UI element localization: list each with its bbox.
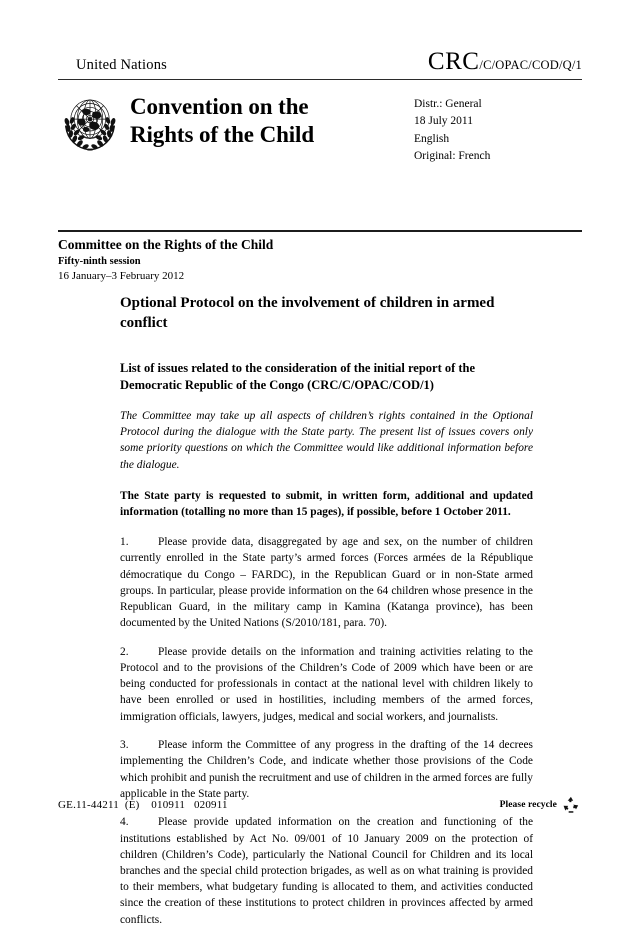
document-symbol-main: CRC — [427, 48, 480, 75]
committee-block — [58, 236, 582, 285]
publication-title-line2: Rights of the Child — [130, 122, 315, 148]
committee-rule — [58, 230, 582, 232]
distribution-date: 18 July 2011 — [414, 115, 473, 128]
document-subtitle: List of issues related to the consideration of the initial report of the Democratic Republic of the Congo (CRC/C/OPAC/COD/1) — [120, 360, 476, 392]
item-text: Please inform the Committee of any progress in the drafting of the 14 decrees implementing the Children’s Code, and indicate whether those provisions of the Code which prohibit and punish the recruitment and use of children in the armed forces are fully applicable in the State party. — [120, 739, 533, 800]
recycle-notice — [500, 795, 582, 815]
item-number: 1. — [120, 536, 129, 549]
document-symbol — [428, 48, 582, 76]
organization-name: United Nations — [76, 57, 167, 73]
masthead — [58, 48, 582, 165]
list-item — [120, 534, 533, 631]
list-item — [120, 644, 533, 725]
item-text: Please provide data, disaggregated by age and sex, on the number of children currently enrolled in the State party’s armed forces (Forces armées de la République démocratique du Congo – FARDC), in the Republican Guard or in non-State armed groups. In particular, please provide information on the 64 children whose presence in the Republican Guard, in the military camp in Kamina (Katanga province), has been documented by the United Nations (S/2010/181, para. 70). — [120, 536, 533, 630]
page-footer — [58, 795, 582, 815]
item-number: 2. — [120, 645, 129, 658]
item-text: Please provide updated information on the creation and functioning of the institutions established by Act No. 09/001 of 10 January 2009 on the protection of children (Children’s Code), particularly the National Council for Children and its local branches and the special child protection brigades, as well as on what training is provided to their members, what budgetary funding is allocated to them, and activities conducted since the creation of these institutions to protect children in provinces affected by armed conflicts. — [120, 816, 533, 926]
intro-italic-paragraph: The Committee may take up all aspects of children’s rights contained in the Optional Protocol during the dialogue with the State party. The present list of issues covers only some priority questions on which the Committee would like additional information before the dialogue. — [120, 410, 533, 471]
recycle-label: Please recycle — [499, 800, 557, 810]
committee-name: Committee on the Rights of the Child — [58, 237, 274, 252]
document-symbol-suffix: /C/OPAC/COD/Q/1 — [479, 58, 582, 72]
intro-bold-paragraph: The State party is requested to submit, in written form, additional and updated information (totalling no more than 15 pages), if possible, before 1 October 2011. — [120, 489, 533, 518]
item-text: Please provide details on the information and training activities relating to the Protocol and to the provisions of the Children’s Code of 2009 which have been or are being conducted for professionals in contact at the national level with children likely to have been enrolled or used in hostilities, including members of the armed forces, immigration officials, lawyers, judges, medical and social workers, and journalists. — [120, 645, 533, 723]
masthead-body-row — [58, 80, 582, 165]
item-number: 4. — [120, 816, 129, 829]
recycle-icon — [560, 795, 582, 815]
un-emblem-icon — [58, 91, 122, 155]
masthead-top-row — [58, 48, 582, 79]
committee-dates: 16 January–3 February 2012 — [58, 270, 185, 283]
distribution-block — [414, 89, 582, 165]
publication-title-line1: Convention on the — [130, 94, 309, 119]
distribution-type: Distr.: General — [414, 98, 482, 110]
list-item — [120, 814, 533, 927]
distribution-original: Original: French — [414, 149, 491, 162]
document-title: Optional Protocol on the involvement of children in armed conflict — [120, 295, 495, 332]
publication-title — [130, 89, 414, 150]
document-content — [120, 293, 533, 940]
footer-job-code: GE.11-44211 (E) 010911 020911 — [58, 799, 228, 811]
committee-session: Fifty-ninth session — [58, 256, 141, 268]
item-number: 3. — [120, 739, 129, 752]
distribution-language: English — [414, 132, 450, 145]
list-item — [120, 737, 533, 802]
emblem-cell — [58, 89, 130, 155]
